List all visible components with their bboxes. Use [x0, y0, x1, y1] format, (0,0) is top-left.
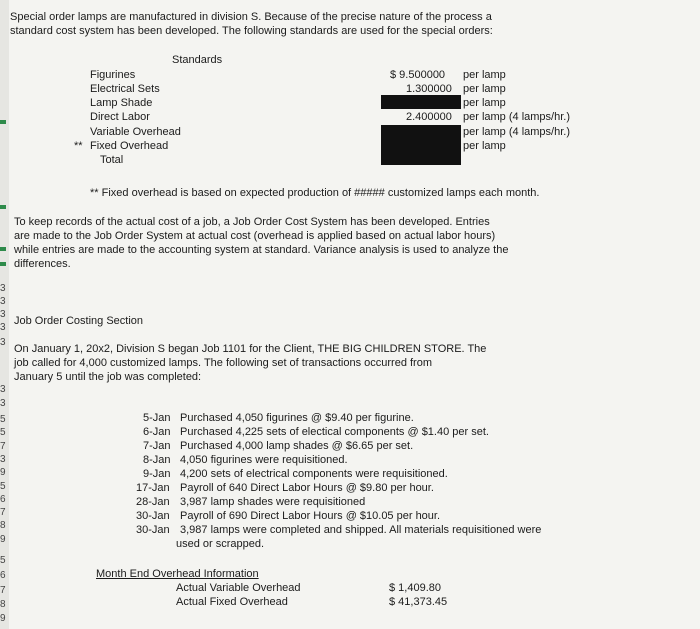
row-number: 3	[0, 454, 6, 465]
transaction-text: Payroll of 640 Direct Labor Hours @ $9.80 per hour.	[180, 482, 434, 494]
transaction-text: 4,200 sets of electrical components were requisitioned.	[180, 468, 448, 480]
redacted-cell	[381, 125, 461, 165]
standard-unit: per lamp	[463, 140, 506, 152]
transaction-text: Payroll of 690 Direct Labor Hours @ $10.05 per hour.	[180, 510, 441, 522]
fixed-overhead-marker: **	[74, 140, 83, 152]
overhead-label: Actual Variable Overhead	[176, 582, 301, 594]
standards-heading: Standards	[172, 54, 223, 66]
row-marker	[0, 247, 6, 251]
standard-label: Direct Labor	[90, 111, 150, 123]
section-line: job called for 4,000 customized lamps. The following set of transactions occurred from	[14, 357, 432, 369]
row-number: 7	[0, 507, 6, 518]
transaction-date: 30-Jan	[136, 524, 170, 536]
row-number: 7	[0, 441, 6, 452]
standard-unit: per lamp (4 lamps/hr.)	[463, 126, 570, 138]
transaction-text: used or scrapped.	[176, 538, 265, 550]
standard-unit: per lamp	[463, 69, 506, 81]
row-number: 9	[0, 613, 6, 624]
standard-unit: per lamp	[463, 97, 506, 109]
fixed-overhead-footnote: ** Fixed overhead is based on expected production of ##### customized lamps each month.	[90, 187, 540, 199]
intro-line-2: standard cost system has been developed. The following standards are used for the special orders:	[10, 25, 493, 37]
transaction-date: 28-Jan	[136, 496, 170, 508]
standard-label: Variable Overhead	[90, 126, 181, 138]
transaction-text: 3,987 lamp shades were requisitioned	[180, 496, 366, 508]
row-number: 5	[0, 427, 6, 438]
row-number: 3	[0, 322, 6, 333]
section-line: January 5 until the job was completed:	[14, 371, 202, 383]
system-line: To keep records of the actual cost of a job, a Job Order Cost System has been developed. Entries	[14, 216, 490, 228]
row-number: 3	[0, 283, 6, 294]
transaction-date: 17-Jan	[136, 482, 170, 494]
overhead-label: Actual Fixed Overhead	[176, 596, 288, 608]
standard-amount: 2.400000	[406, 111, 452, 123]
standard-label: Fixed Overhead	[90, 140, 169, 152]
row-number: 5	[0, 481, 6, 492]
transaction-text: 3,987 lamps were completed and shipped. All materials requisitioned were	[180, 524, 542, 536]
row-number: 8	[0, 599, 6, 610]
transaction-text: Purchased 4,225 sets of electical components @ $1.40 per set.	[180, 426, 489, 438]
redacted-cell	[381, 95, 461, 109]
row-number: 6	[0, 570, 6, 581]
system-line: are made to the Job Order System at actual cost (overhead is applied based on actual labor hours)	[14, 230, 496, 242]
overhead-value: $ 41,373.45	[389, 596, 448, 608]
standard-label: Total	[100, 154, 124, 166]
transaction-date: 8-Jan	[143, 454, 171, 466]
overhead-value: $ 1,409.80	[389, 582, 441, 594]
row-number: 3	[0, 296, 6, 307]
row-number: 3	[0, 309, 6, 320]
row-number: 9	[0, 534, 6, 545]
standard-label: Lamp Shade	[90, 97, 153, 109]
standard-unit: per lamp (4 lamps/hr.)	[463, 111, 570, 123]
standard-unit: per lamp	[463, 83, 506, 95]
transaction-text: 4,050 figurines were requisitioned.	[180, 454, 348, 466]
overhead-title: Month End Overhead Information	[96, 568, 259, 580]
row-marker	[0, 120, 6, 124]
row-number: 3	[0, 384, 6, 395]
system-line: differences.	[14, 258, 71, 270]
row-number: 6	[0, 494, 6, 505]
transaction-date: 7-Jan	[143, 440, 171, 452]
transaction-text: Purchased 4,050 figurines @ $9.40 per figurine.	[180, 412, 414, 424]
transaction-date: 9-Jan	[143, 468, 171, 480]
row-number: 3	[0, 337, 6, 348]
row-marker	[0, 205, 6, 209]
row-number: 7	[0, 585, 6, 596]
row-marker	[0, 262, 6, 266]
standard-label: Electrical Sets	[90, 83, 160, 95]
transaction-text: Purchased 4,000 lamp shades @ $6.65 per set.	[180, 440, 414, 452]
row-number: 8	[0, 520, 6, 531]
row-gutter	[0, 0, 9, 629]
transaction-date: 6-Jan	[143, 426, 171, 438]
row-number: 3	[0, 398, 6, 409]
section-title: Job Order Costing Section	[14, 315, 144, 327]
system-line: while entries are made to the accounting system at standard. Variance analysis is used to analyze the	[14, 244, 509, 256]
standard-amount: 1.300000	[406, 83, 452, 95]
intro-line-1: Special order lamps are manufactured in division S. Because of the precise nature of the process a	[10, 11, 492, 23]
standard-amount: $ 9.500000	[390, 69, 446, 81]
row-number: 5	[0, 414, 6, 425]
section-line: On January 1, 20x2, Division S began Job 1101 for the Client, THE BIG CHILDREN STORE. The	[14, 343, 487, 355]
row-number: 5	[0, 555, 6, 566]
standard-label: Figurines	[90, 69, 136, 81]
transaction-date: 30-Jan	[136, 510, 170, 522]
row-number: 9	[0, 467, 6, 478]
transaction-date: 5-Jan	[143, 412, 171, 424]
